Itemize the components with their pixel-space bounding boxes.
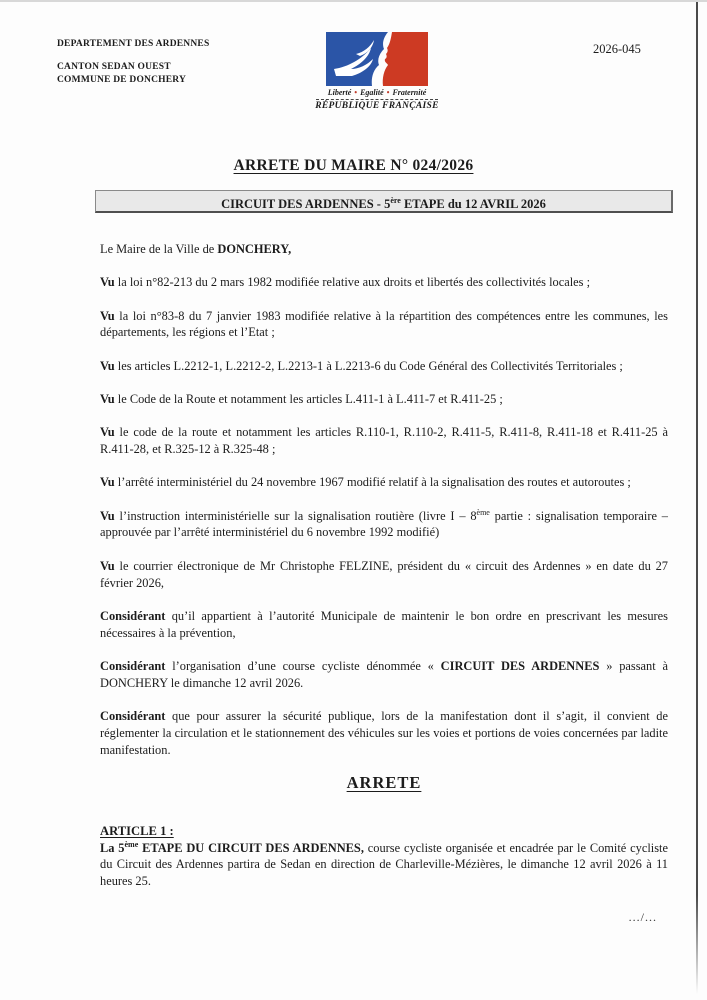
paragraph: Considérant l’organisation d’une course cycliste dénommée « CIRCUIT DES ARDENNES » passant à DONCHERY le dimanche 12 avril 2026. [100,658,668,690]
paragraph: Vu la loi n°83-8 du 7 janvier 1983 modifiée relative à la répartition des compétences entre les communes, les départements, les régions et l’Etat ; [100,308,668,340]
paragraph: Vu le Code de la Route et notamment les articles L.411-1 à L.411-7 et R.411-25 ; [100,391,503,406]
document-header [0,2,707,132]
motto-word-fraternite: Fraternité [392,88,427,97]
motto-word-egalite: Egalité [360,88,384,97]
subtitle-superscript: ère [390,196,401,205]
document-body [100,241,668,890]
paragraph: Vu l’instruction interministérielle sur la signalisation routière (livre I – 8ème partie : signalisation temporaire – approuvée par l’arrêté interministériel du 6 novembre 1992 modifié) [100,507,668,540]
subtitle-text: CIRCUIT DES ARDENNES - 5 [221,197,391,212]
paragraph: Vu les articles L.2212-1, L.2212-2, L.2213-1 à L.2213-6 du Code Général des Collectivités Territoriales ; [100,358,623,373]
motto-dot: • [354,88,358,97]
department-name: DEPARTEMENT DES ARDENNES [57,39,210,49]
issuing-authority-block [57,38,209,87]
paragraph: Vu le code de la route et notamment les articles R.110-1, R.110-2, R.411-5, R.411-8, R.411-18 et R.411-25 à R.411-28, et R.325-12 à R.325-48 ; [100,425,668,457]
paragraph: Considérant qu’il appartient à l’autorité Municipale de maintenir le bon ordre en prescrivant les mesures nécessaires à la prévention, [100,608,668,640]
subtitle-text: ETAPE du 12 AVRIL 2026 [400,197,546,212]
scan-edge-line [696,2,698,994]
republic-label: RÉPUBLIQUE FRANÇAISE [315,101,439,111]
logo-dashed-divider [316,99,438,100]
motto-word-liberte: Liberté [327,88,352,97]
paragraph: Vu l’arrêté interministériel du 24 novembre 1967 modifié relatif à la signalisation des routes et autoroutes ; [100,475,631,490]
subtitle-banner [95,190,673,213]
motto-dot: • [386,88,390,97]
paragraph: Vu la loi n°82-213 du 2 mars 1982 modifiée relative aux droits et libertés des collectivités locales ; [100,275,591,290]
canton-name: CANTON SEDAN OUEST [57,62,171,72]
article-1-text: La 5ème ETAPE DU CIRCUIT DES ARDENNES, course cycliste organisée et encadrée par le Comité cycliste du Circuit des Ardennes partira de Sedan en direction de Charleville-Mézières, le dimanche 12 avril 2026 à 11 heures 25. [100,839,668,889]
arrete-heading: ARRETE [346,772,422,792]
article-1-heading: ARTICLE 1 : [100,823,174,838]
paragraph: Considérant que pour assurer la sécurité publique, lors de la manifestation dont il s’agit, il convient de réglementer la circulation et le stationnement des véhicules sur les voies et portions de voies concernées par ladite manifestation. [100,709,668,757]
paragraph: Vu le courrier électronique de Mr Christophe FELZINE, président du « circuit des Ardennes » en date du 27 février 2026, [100,558,668,590]
reference-number: 2026-045 [593,42,641,56]
continuation-mark: .../... [628,909,657,924]
marianne-logo-icon [326,32,428,86]
logo-motto [306,88,448,97]
paragraphs [100,241,668,758]
french-republic-logo [306,32,448,111]
commune-name: COMMUNE DE DONCHERY [57,75,187,85]
document-title: ARRETE DU MAIRE N° 024/2026 [233,157,474,174]
paragraph: Le Maire de la Ville de DONCHERY, [100,242,292,256]
